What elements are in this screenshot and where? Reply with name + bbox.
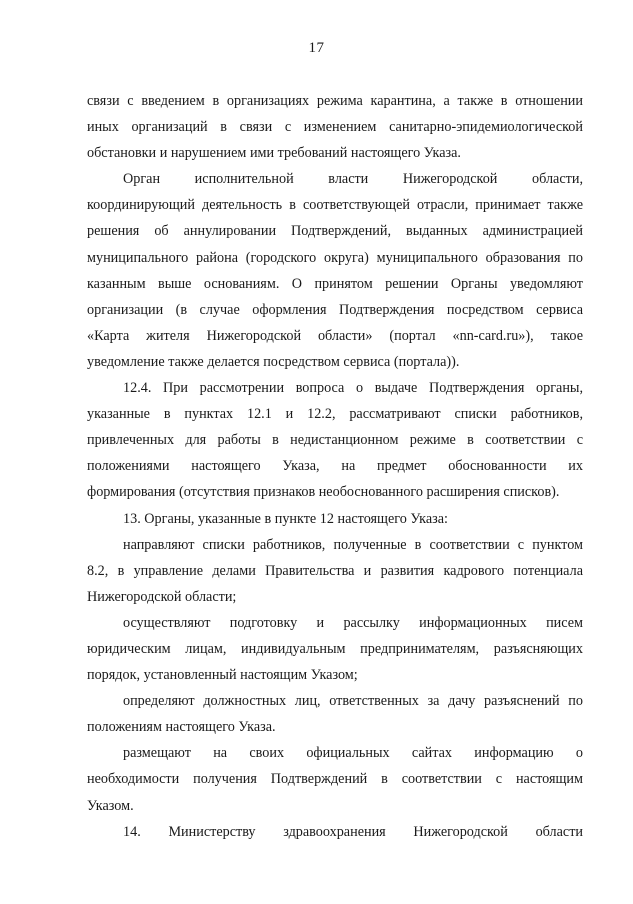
text-line: юридическим лицам, индивидуальным предпринимателям, разъясняющих [87,640,583,657]
text-line: порядок, установленный настоящим Указом; [87,667,358,684]
text-line: размещают на своих официальных сайтах информацию о [123,745,583,762]
text-line: формирования (отсутствия признаков необоснованного расширения списков). [87,484,560,501]
text-line: Нижегородской области; [87,588,237,605]
text-line: решения об аннулировании Подтверждений, выданных администрацией [87,223,583,240]
text-line: 8.2, в управление делами Правительства и развития кадрового потенциала [87,562,583,579]
text-line: Указом. [87,797,134,814]
text-line: 12.4. При рассмотрении вопроса о выдаче Подтверждения органы, [123,380,583,397]
text-line: определяют должностных лиц, ответственных за дачу разъяснений по [123,693,583,710]
text-line: необходимости получения Подтверждений в соответствии с настоящим [87,771,583,788]
page-number: 17 [308,40,325,56]
text-line: связи с введением в организациях режима карантина, а также в отношении [87,93,583,109]
text-line: Орган исполнительной власти Нижегородской области, [123,171,583,188]
text-line: положениям настоящего Указа. [87,719,276,736]
text-line: организации (в случае оформления Подтверждения посредством сервиса [87,301,583,318]
text-line: направляют списки работников, полученные в соответствии с пунктом [123,536,583,553]
text-line: обстановки и нарушением ими требований настоящего Указа. [87,145,461,162]
text-line: «Карта жителя Нижегородской области» (портал «nn-card.ru»), такое [87,327,583,344]
text-line: иных организаций в связи с изменением санитарно-эпидемиологической [87,119,583,136]
text-line: казанным выше основаниям. О принятом решении Органы уведомляют [87,275,583,292]
text-line: осуществляют подготовку и рассылку информационных писем [123,614,583,631]
text-line: 14. Министерству здравоохранения Нижегородской области [123,823,583,840]
text-line: 13. Органы, указанные в пункте 12 настоящего Указа: [123,510,448,527]
document-body [87,88,583,845]
text-line: муниципального района (городского округа) муниципального образования по [87,249,583,266]
text-line: координирующий деятельность в соответствующей отрасли, принимает также [87,197,583,214]
text-line: привлеченных для работы в недистанционном режиме в соответствии с [87,432,583,449]
text-line: положениями настоящего Указа, на предмет обоснованности их [87,458,583,475]
text-line: уведомление также делается посредством сервиса (портала)). [87,353,460,370]
text-line: указанные в пунктах 12.1 и 12.2, рассматривают списки работников, [87,406,583,423]
